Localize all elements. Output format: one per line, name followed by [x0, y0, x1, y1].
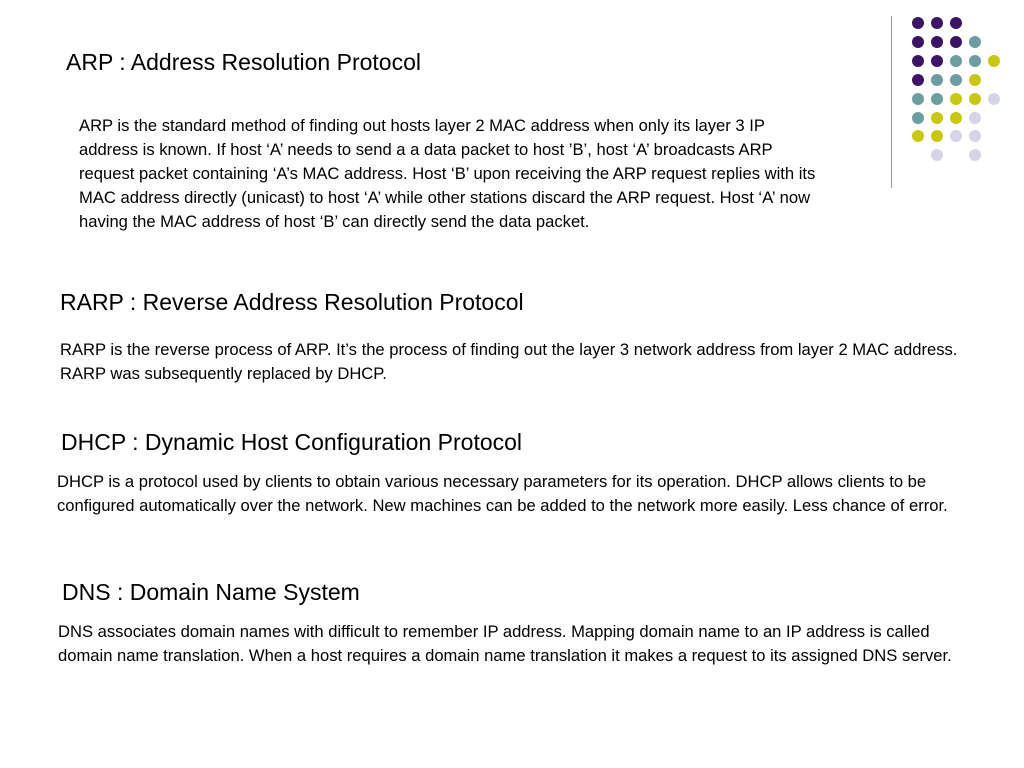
- rarp-description: RARP is the reverse process of ARP. It’s the process of finding out the layer 3 network address from layer 2 MAC address. RARP was subsequently replaced by DHCP.: [60, 340, 958, 383]
- dns-description: DNS associates domain names with difficult to remember IP address. Mapping domain name to an IP address is called domain name translation. When a host requires a domain name translation it makes a request to its assigned DNS server.: [58, 622, 952, 665]
- rarp-heading: RARP : Reverse Address Resolution Protocol: [60, 289, 524, 315]
- dhcp-description: DHCP is a protocol used by clients to obtain various necessary parameters for its operation. DHCP allows clients to be configured automatically over the network. New machines can be added to the network more easily. Less chance of error.: [57, 472, 948, 515]
- arp-heading: ARP : Address Resolution Protocol: [66, 49, 421, 75]
- dhcp-heading: DHCP : Dynamic Host Configuration Protocol: [61, 429, 523, 455]
- dns-heading: DNS : Domain Name System: [62, 579, 360, 605]
- decorative-dot-grid: [880, 10, 1020, 190]
- arp-description: ARP is the standard method of finding out hosts layer 2 MAC address when only its layer 3 IP address is known. If host ‘A’ needs to send a a data packet to host ’B’, host ‘A’ broadcasts ARP request packet containing ‘A’s MAC address. Host ‘B’ upon receiving the ARP request replies with its MAC address directly (unicast) to host ‘A’ while other stations discard the ARP request. Host ‘A’ now having the MAC address of host ‘B’ can directly send the data packet.: [79, 116, 816, 231]
- vertical-divider: [891, 16, 892, 188]
- dot-grid-graphic: [880, 10, 1020, 190]
